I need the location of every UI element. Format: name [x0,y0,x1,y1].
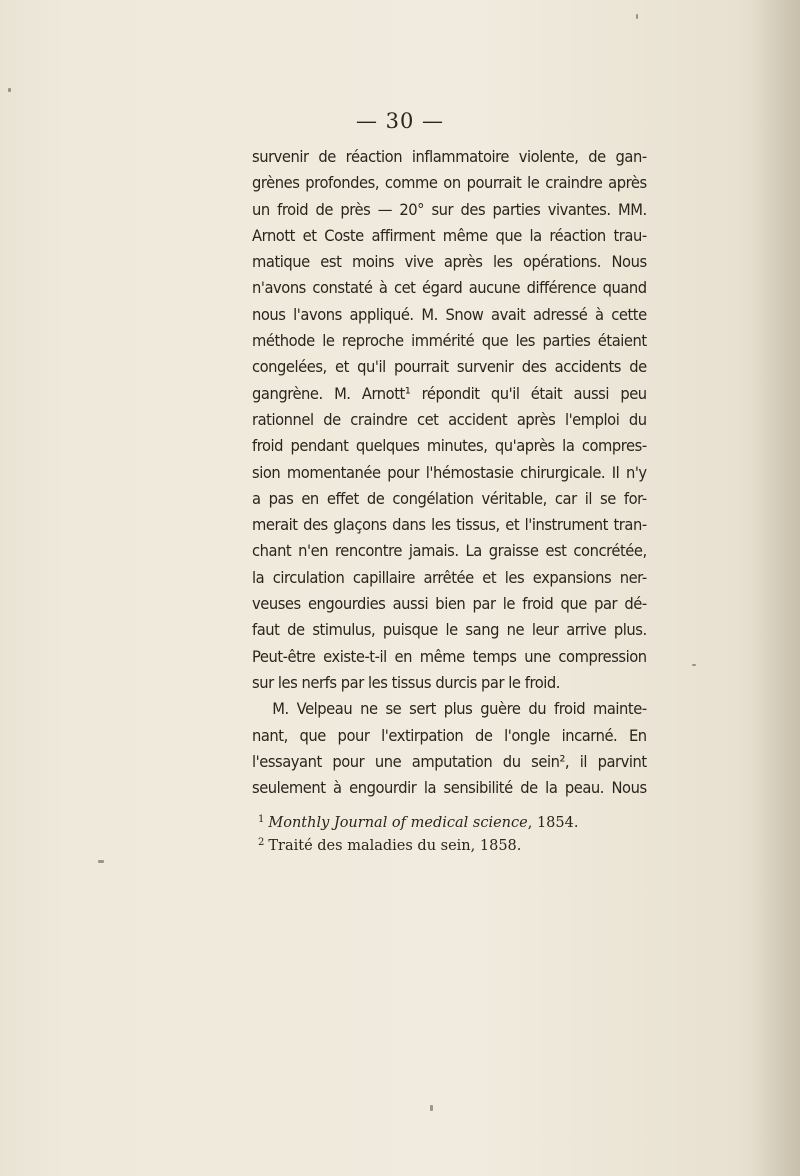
text-line: a pas en effet de congélation véritable, car il se for- [252,488,647,508]
text-line: rationnel de craindre cet accident après l'emploi du [252,409,647,429]
paper-speck [8,88,11,92]
text-line: n'avons constaté à cet égard aucune différence quand [252,278,647,298]
text-line: nous l'avons appliqué. M. Snow avait adressé à cette [252,304,647,324]
footnote-2 [258,832,678,857]
paper-speck [636,14,638,19]
page-number: — 30 — [355,109,445,133]
footnote-text: Traité des maladies du sein, 1858. [268,838,522,854]
text-line: nant, que pour l'extirpation de l'ongle incarné. En [252,725,647,745]
text-line: l'essayant pour une amputation du sein², il parvint [252,751,647,771]
text-line: faut de stimulus, puisque le sang ne leur arrive plus. [252,620,647,640]
text-line: matique est moins vive après les opérations. Nous [252,252,647,272]
footnote-number: 2 [258,837,265,848]
text-line: gangrène. M. Arnott¹ répondit qu'il était aussi peu [252,383,647,403]
text-line: congelées, et qu'il pourrait survenir des accidents de [252,357,647,377]
paper-speck [98,860,104,863]
footnote-text: , 1854. [527,815,579,831]
footnote-1 [258,809,678,834]
text-line: méthode le reproche immérité que les parties étaient [252,331,647,351]
footnote-number: 1 [258,814,265,825]
text-line: un froid de près — 20° sur des parties vivantes. MM. [252,199,647,219]
text-line: sion momentanée pour l'hémostasie chirurgicale. Il n'y [252,462,647,482]
text-line: Peut-être existe-t-il en même temps une compression [252,646,647,666]
footnote-journal-title: Monthly Journal of medical science [268,815,528,831]
text-line: merait des glaçons dans les tissus, et l'instrument tran- [252,515,647,535]
text-line: veuses engourdies aussi bien par le froid que par dé- [252,594,647,614]
body-text [252,144,647,801]
text-line: grènes profondes, comme on pourrait le craindre après [252,173,647,193]
paper-speck [692,664,696,666]
text-line: Arnott et Coste affirment même que la réaction trau- [252,225,647,245]
text-line: survenir de réaction inflammatoire violente, de gan- [252,147,647,166]
text-line: sur les nerfs par les tissus durcis par le froid. [252,672,560,692]
paragraph-start-line: M. Velpeau ne se sert plus guère du froid mainte- [272,699,647,719]
text-line: la circulation capillaire arrêtée et les expansions ner- [252,567,647,587]
text-line: seulement à engourdir la sensibilité de la peau. Nous [252,778,647,798]
text-line: froid pendant quelques minutes, qu'après la compres- [252,436,647,456]
text-line: chant n'en rencontre jamais. La graisse est concrétée, [252,541,647,561]
page-edge-shadow [754,0,800,1176]
paper-speck [430,1105,433,1111]
